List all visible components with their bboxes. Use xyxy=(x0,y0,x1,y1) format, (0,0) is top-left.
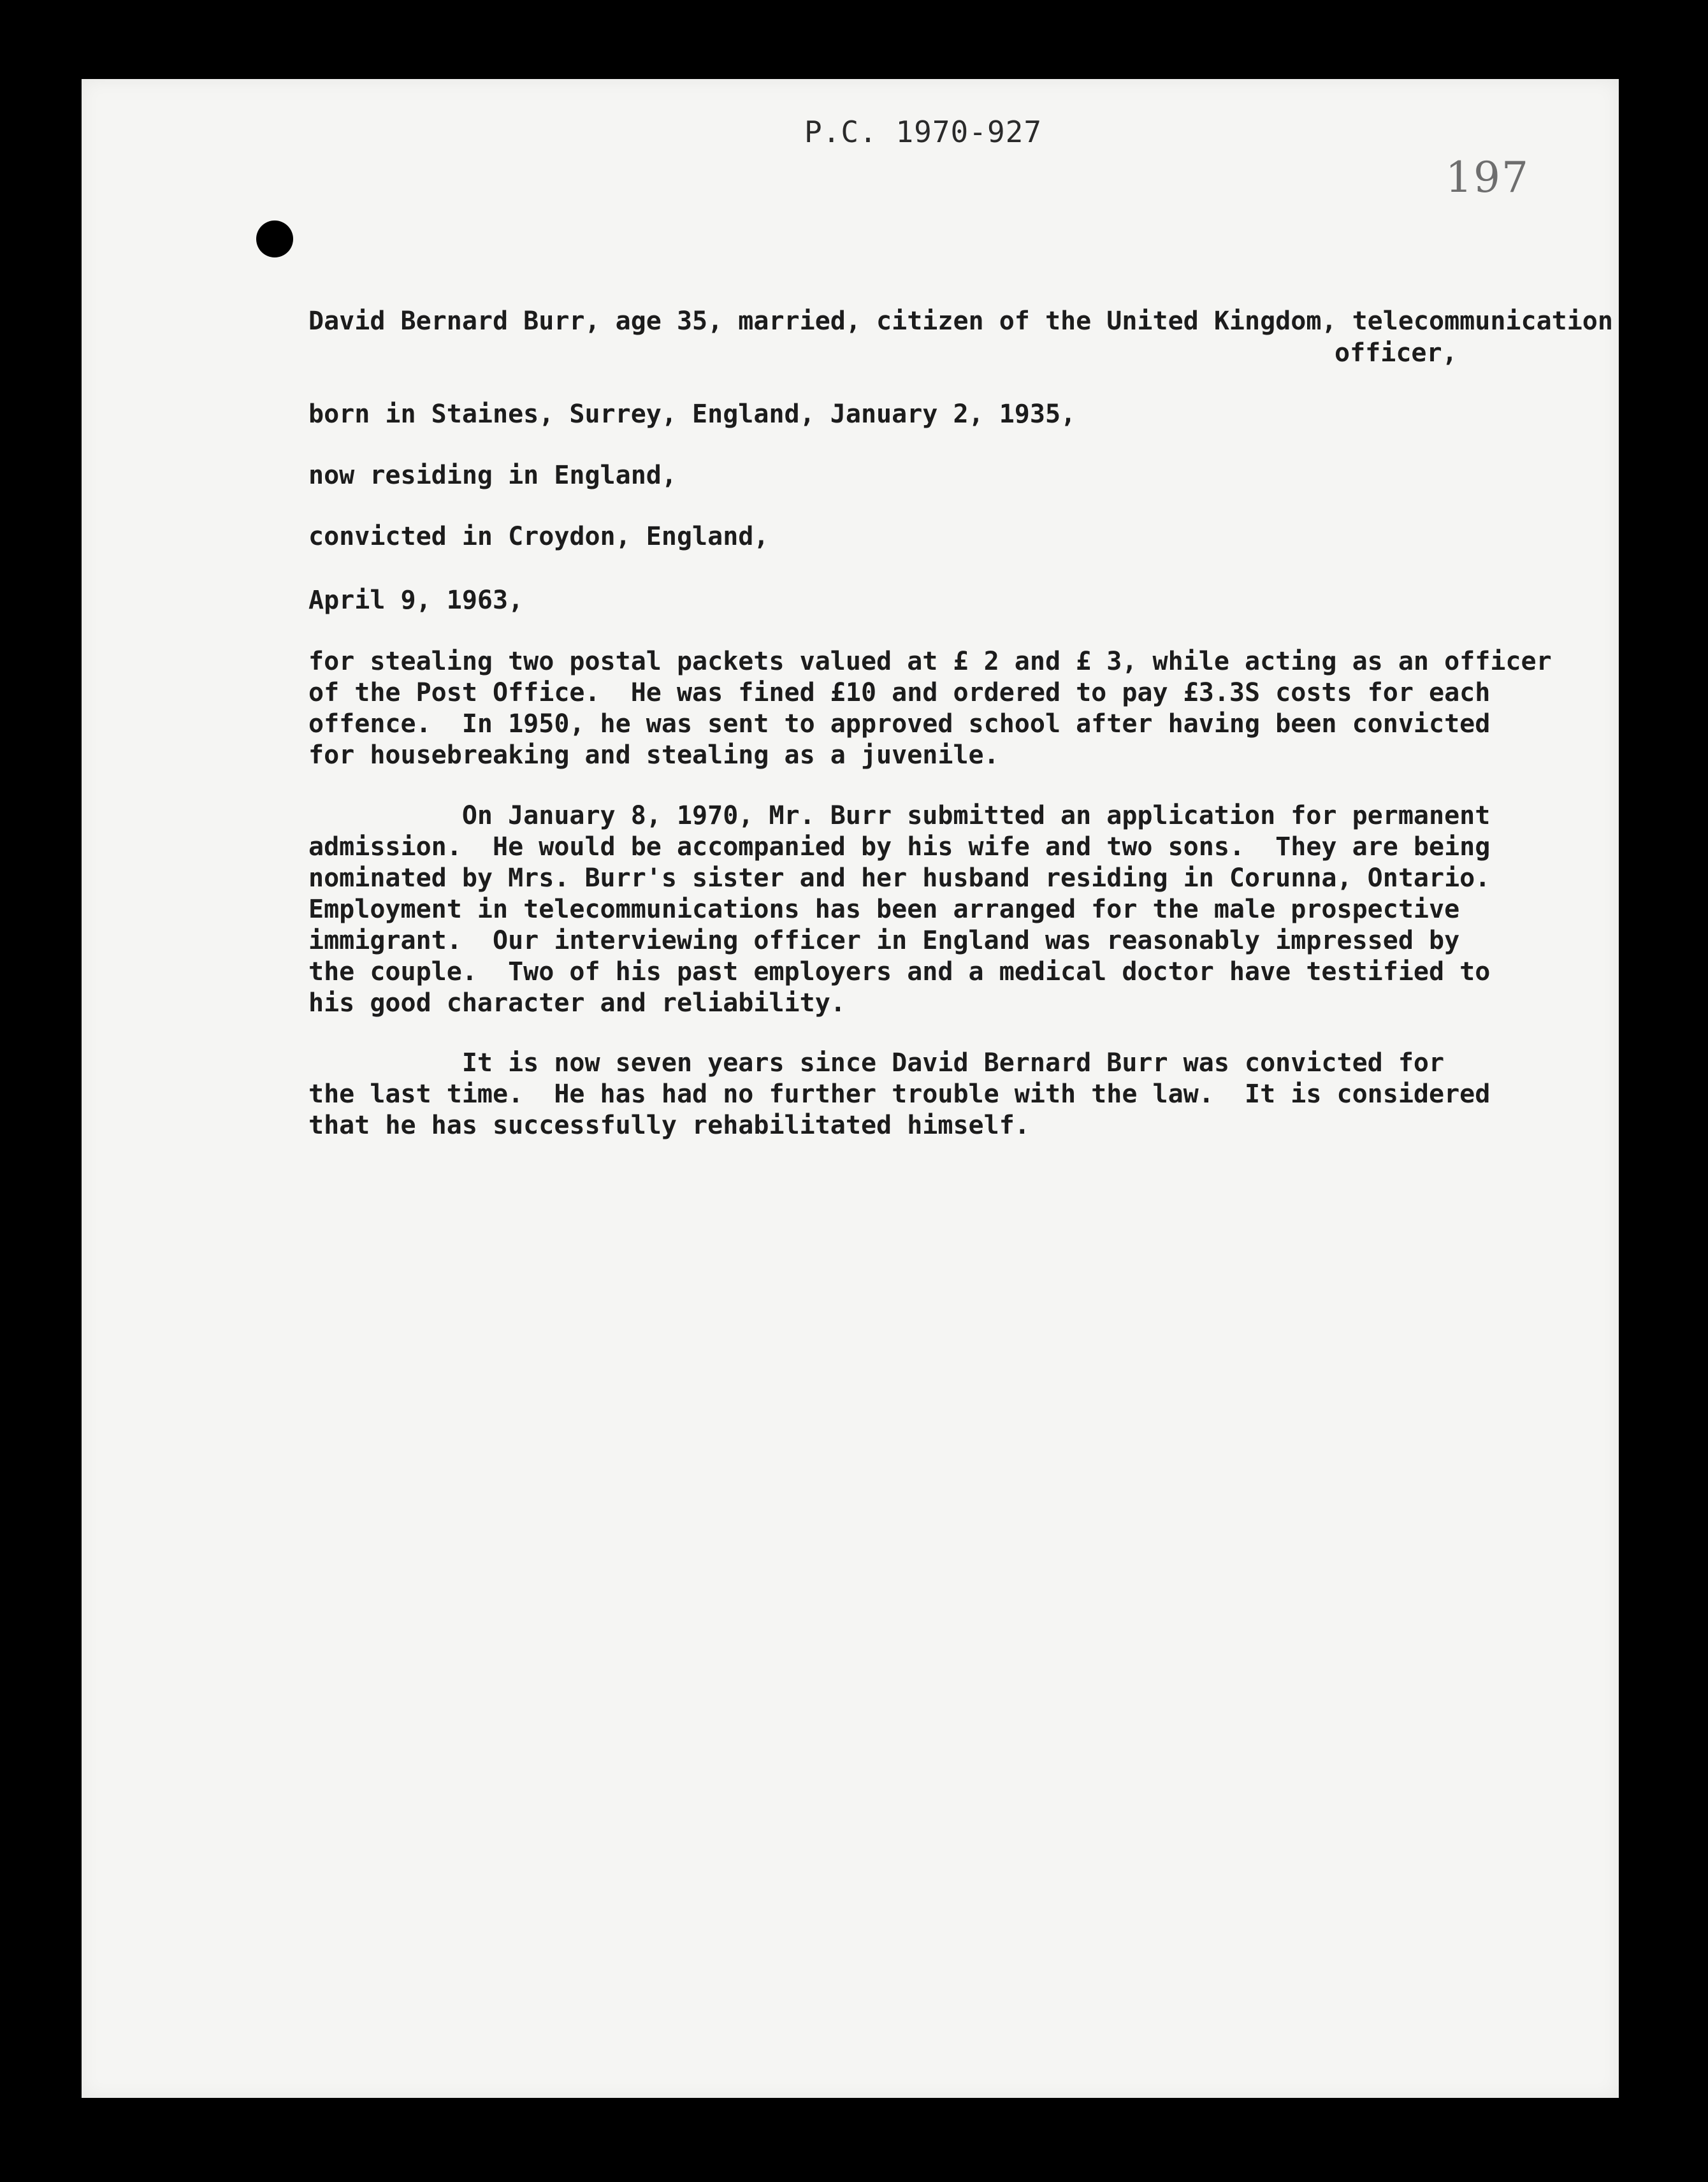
paragraph-line: Employment in telecommunications has been arranged for the male prospective xyxy=(308,895,1460,924)
paragraph-line: of the Post Office. He was fined £10 and ordered to pay £3.3S costs for each xyxy=(308,678,1491,707)
paragraph-line: immigrant. Our interviewing officer in England was reasonably impressed by xyxy=(308,926,1460,955)
paragraph-line: that he has successfully rehabilitated himself. xyxy=(308,1111,1030,1140)
paragraph-line: It is now seven years since David Bernard Burr was convicted for xyxy=(308,1048,1445,1078)
paragraph-line: On January 8, 1970, Mr. Burr submitted an application for permanent xyxy=(308,801,1491,830)
punch-hole xyxy=(256,220,293,257)
paragraph-line: the last time. He has had no further trouble with the law. It is considered xyxy=(308,1080,1491,1109)
residence-line: now residing in England, xyxy=(308,461,677,490)
conviction-place-line: convicted in Croydon, England, xyxy=(308,522,769,551)
paragraph-line: offence. In 1950, he was sent to approved school after having been convicted xyxy=(308,709,1491,739)
paragraph-line: for stealing two postal packets valued at £ 2 and £ 3, while acting as an officer xyxy=(308,647,1552,676)
subject-line-1: David Bernard Burr, age 35, married, citizen of the United Kingdom, telecommunication xyxy=(308,307,1613,336)
conviction-date-line: April 9, 1963, xyxy=(308,586,524,615)
birth-line: born in Staines, Surrey, England, January 2, 1935, xyxy=(308,400,1076,429)
subject-line-2: officer, xyxy=(1335,338,1458,368)
order-number: P.C. 1970-927 xyxy=(804,115,1043,149)
paragraph-line: the couple. Two of his past employers and a medical doctor have testified to xyxy=(308,957,1491,986)
paragraph-line: his good character and reliability. xyxy=(308,988,846,1018)
paragraph-line: for housebreaking and stealing as a juvenile. xyxy=(308,741,999,770)
paragraph-line: nominated by Mrs. Burr's sister and her husband residing in Corunna, Ontario. xyxy=(308,863,1491,893)
page-number: 197 xyxy=(1445,153,1530,202)
paragraph-line: admission. He would be accompanied by his wife and two sons. They are being xyxy=(308,832,1491,862)
